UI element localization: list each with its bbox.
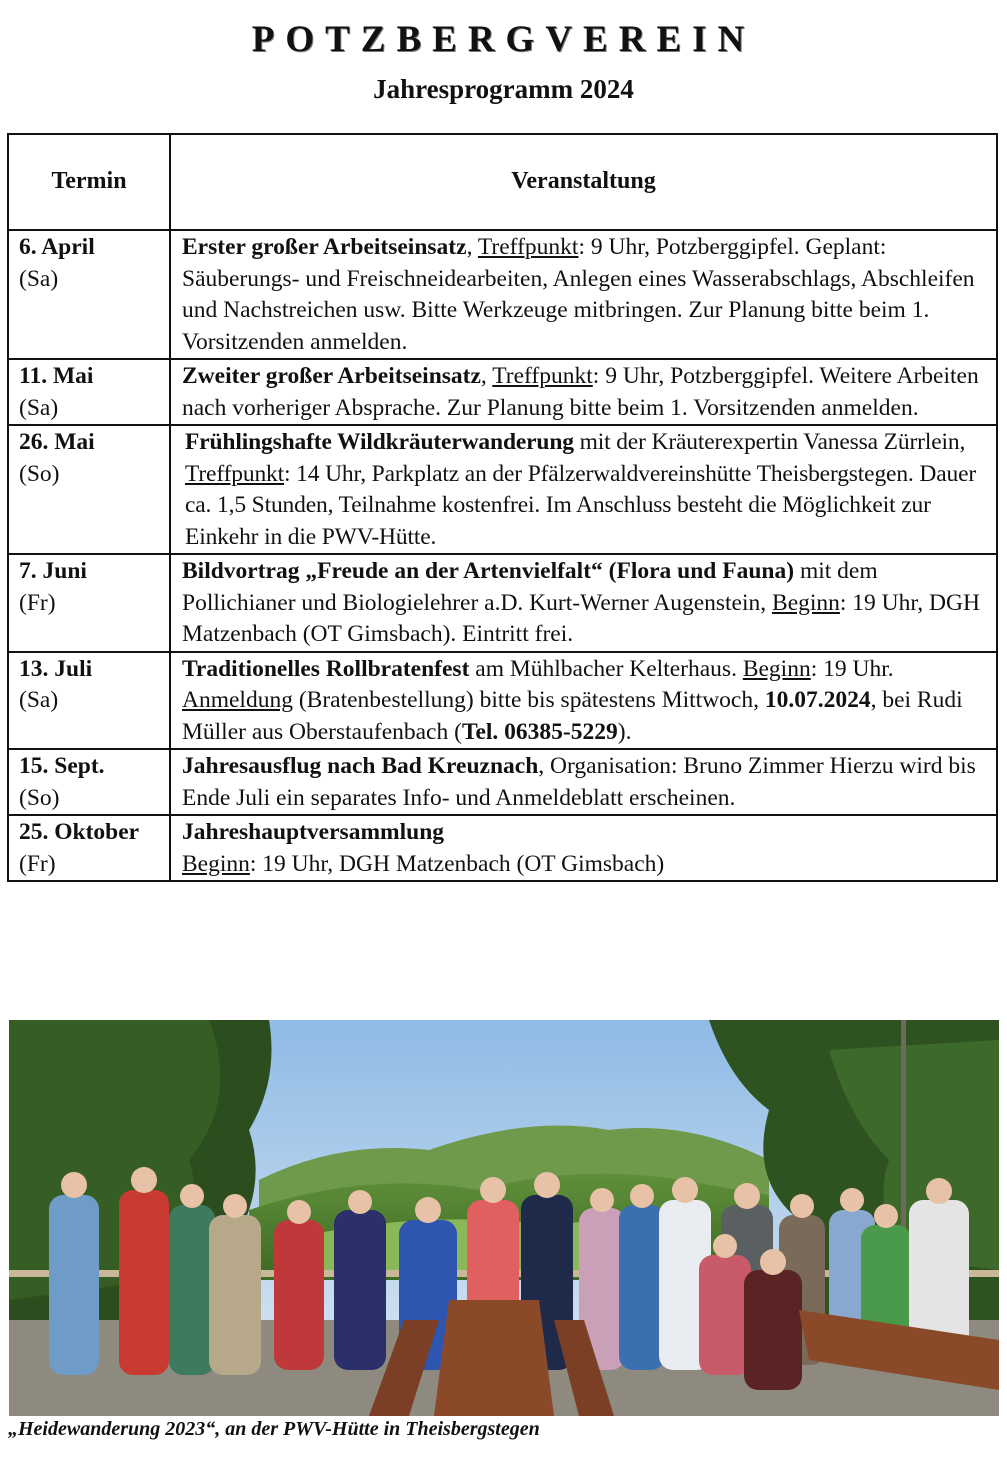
event-date: 15. Sept. <box>19 753 105 779</box>
event-weekday: (Fr) <box>19 850 56 877</box>
event-title: Frühlingshafte Wildkräuterwanderung <box>185 429 574 455</box>
event-deadline: 10.07.2024 <box>764 687 871 713</box>
event-label: Beginn <box>182 850 250 877</box>
event-date: 26. Mai <box>19 429 95 455</box>
event-text: am Mühlbacher Kelterhaus. <box>469 655 737 682</box>
event-cell <box>170 425 997 554</box>
event-cell <box>170 230 997 359</box>
termin-cell <box>8 815 170 881</box>
termin-cell <box>8 749 170 815</box>
table-row <box>8 359 997 425</box>
termin-cell <box>8 425 170 554</box>
document-subtitle: Jahresprogramm 2024 <box>373 74 634 104</box>
event-title: Jahreshauptversammlung <box>182 819 445 845</box>
event-date: 6. April <box>19 234 95 260</box>
table-row <box>8 652 997 750</box>
event-label: Beginn <box>742 655 811 682</box>
event-weekday: (Sa) <box>19 394 59 421</box>
event-date: 25. Oktober <box>19 819 140 845</box>
event-weekday: (So) <box>19 784 60 811</box>
event-cell <box>170 815 997 881</box>
termin-cell <box>8 652 170 750</box>
event-cell <box>170 554 997 652</box>
event-text: : 19 Uhr. <box>810 655 894 682</box>
event-title: Jahresausflug nach Bad Kreuznach <box>182 753 539 779</box>
table-row <box>8 554 997 652</box>
table-header-row <box>8 134 997 230</box>
event-text: mit dem Pollichianer und Biologielehrer a.D. Kurt-Werner Augenstein, <box>182 558 878 616</box>
event-title: Zweiter großer Arbeitseinsatz <box>182 363 481 389</box>
program-table <box>7 133 998 882</box>
termin-cell <box>8 359 170 425</box>
event-text: , Organisation: Bruno Zimmer Hierzu wird bis Ende Juli ein separates Info- und Anmeldeblatt erscheinen. <box>182 753 976 811</box>
table-row <box>8 425 997 554</box>
event-label: Beginn <box>772 589 840 616</box>
table-row <box>8 815 997 881</box>
termin-cell <box>8 554 170 652</box>
event-cell <box>170 359 997 425</box>
group-photo-illustration <box>9 1020 999 1416</box>
event-text: , <box>480 363 493 389</box>
event-cell <box>170 652 997 750</box>
event-text: : 9 Uhr, Potzberggipfel. Geplant: Säuberungs- und Freischneidearbeiten, Anlegen eines Wasserabschlags, Abschleifen und Nachstreichen usw. Bitte Werkzeuge mitbringen. Zur Planung bitte beim 1. Vorsitzenden anmelden. <box>182 234 975 355</box>
event-weekday: (Sa) <box>19 687 59 713</box>
event-label: Treffpunkt <box>492 363 593 389</box>
document-title: POTZBERGVEREIN <box>251 19 756 60</box>
event-label: Treffpunkt <box>185 460 285 487</box>
termin-cell <box>8 230 170 359</box>
event-text: mit der Kräuterexpertin Vanessa Zürrlein, <box>573 429 966 455</box>
table-row <box>8 749 997 815</box>
event-text: ). <box>617 718 632 745</box>
table-row <box>8 230 997 359</box>
photo-caption: „Heidewanderung 2023“, an der PWV-Hütte in Theisbergstegen <box>8 1418 540 1440</box>
event-label: Treffpunkt <box>477 234 579 260</box>
event-weekday: (So) <box>19 460 60 487</box>
event-text: , bei Rudi Müller aus Oberstaufenbach ( <box>182 687 963 745</box>
group-photo <box>9 1020 999 1416</box>
event-title: Traditionelles Rollbratenfest <box>182 655 470 682</box>
event-text: , <box>466 234 478 260</box>
event-date: 7. Juni <box>19 558 87 584</box>
event-title: Erster großer Arbeitseinsatz <box>182 234 467 260</box>
event-weekday: (Sa) <box>19 265 59 292</box>
event-text: : 19 Uhr, DGH Matzenbach (OT Gimsbach) <box>249 850 665 877</box>
header-termin: Termin <box>8 134 170 230</box>
event-date: 13. Juli <box>19 655 93 682</box>
event-cell <box>170 749 997 815</box>
event-text: : 9 Uhr, Potzberggipfel. Weitere Arbeiten nach vorheriger Absprache. Zur Planung bitte beim 1. Vorsitzenden anmelden. <box>182 363 979 421</box>
event-text: : 19 Uhr, DGH Matzenbach (OT Gimsbach). Eintritt frei. <box>182 589 980 647</box>
event-text: (Bratenbestellung) bitte bis spätestens Mittwoch, <box>292 687 765 713</box>
event-phone: Tel. 06385-5229 <box>461 718 618 745</box>
header-veranstaltung: Veranstaltung <box>170 134 997 230</box>
event-date: 11. Mai <box>19 363 94 389</box>
event-weekday: (Fr) <box>19 589 56 616</box>
event-text: : 14 Uhr, Parkplatz an der Pfälzerwaldvereinshütte Theisbergstegen. Dauer ca. 1,5 Stunden, Teilnahme kostenfrei. Im Anschluss besteht die Möglichkeit zur Einkehr in die PWV-Hütte. <box>185 460 977 550</box>
event-label: Anmeldung <box>182 687 293 713</box>
event-title: Bildvortrag „Freude an der Artenvielfalt“ (Flora und Fauna) <box>182 558 795 584</box>
